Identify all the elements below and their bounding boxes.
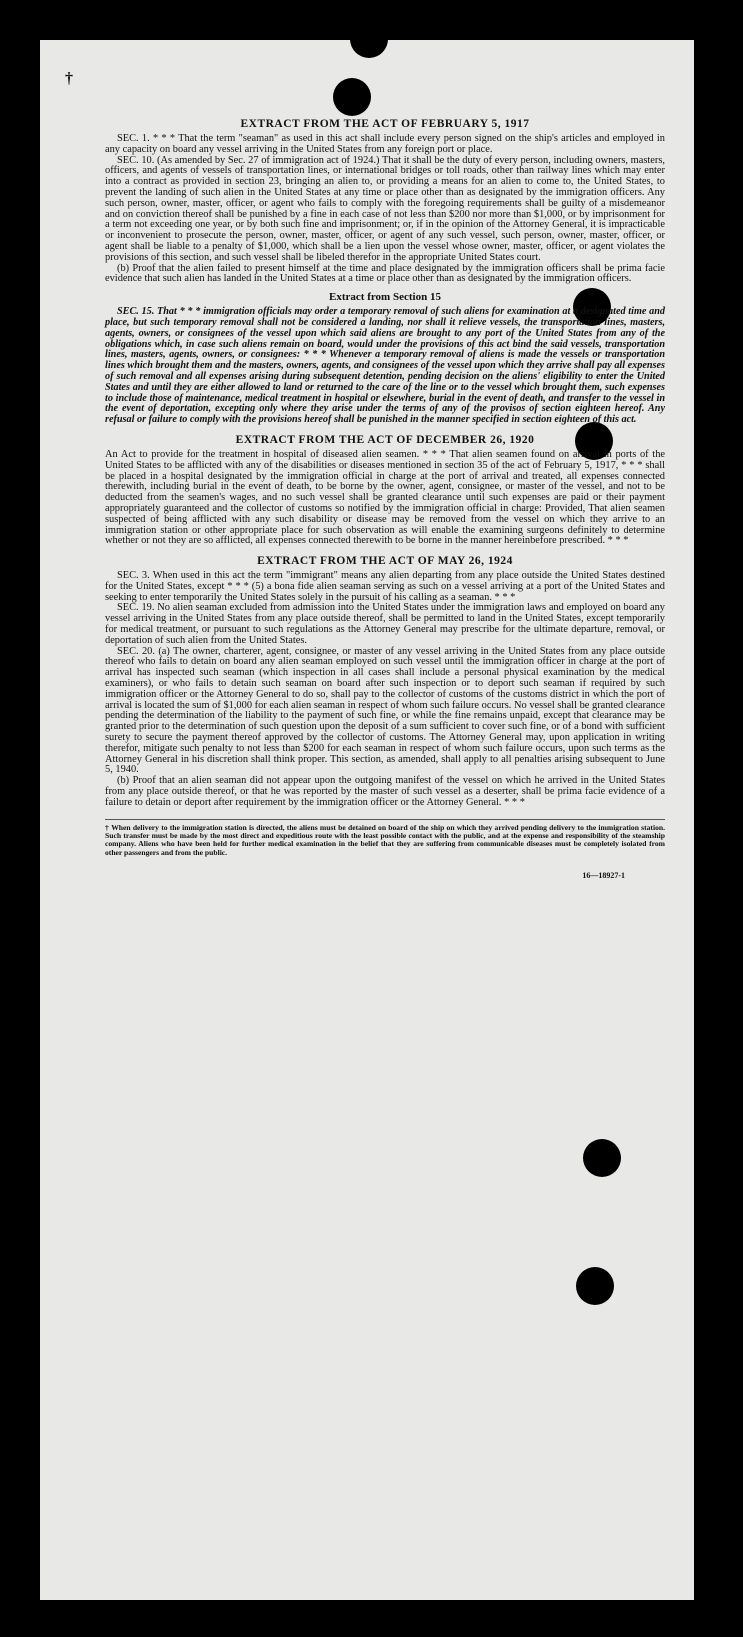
paragraph: (b) Proof that the alien failed to present himself at the time and place designated by the immigration officers shall be prima facie evidence that such alien has landed in the United States at a time or place other than as designated by the immigration officers. <box>105 262 665 285</box>
punch-hole <box>350 40 388 58</box>
margin-mark: † <box>65 70 73 87</box>
footnote: † When delivery to the immigration station is directed, the aliens must be detained on board of the ship on which they arrived pending delivery to the immigration station. Such transfer must be made by the most direct and expeditious route with the least possible contact with the public, and at the expense and responsibility of the steamship company. Aliens who have been held for further medical examination in the belief that they are suffering from communicable diseases must be completely isolated from other passengers and from the public. <box>105 819 665 858</box>
document-page <box>40 40 694 1600</box>
paragraph: An Act to provide for the treatment in hospital of diseased alien seamen. * * * That alien seamen found on arrival in ports of the United States to be afflicted with any of the disabilities or diseases mentioned in section 35 of the act of February 5, 1917, * * * shall be placed in a hospital designated by the immigration official in charge at the port of arrival and treated, all expenses connected therewith, including burial in the event of death, to be borne by the owner, agent, consignee, or master of the vessel, and not to be deducted from the seamen's wages, and no such vessel shall be granted clearance until such expenses are paid or their payment appropriately guaranteed and the collector of customs so notified by the immigration official in charge: Provided, That alien seamen suspected of being afflicted with any such disability or disease may be removed from the vessel on which they arrive to an immigration station or other appropriate place for such observation as will enable the examining surgeons definitely to determine whether or not they are so afflicted, all expenses connected therewith to be borne in the manner hereinbefore prescribed. * * * <box>105 448 665 547</box>
paragraph: (b) Proof that an alien seaman did not appear upon the outgoing manifest of the vessel on which he arrived in the United States from any place outside thereof, or that he was reported by the master of such vessel as a deserter, shall be prima facie evidence of a failure to detain or deport after requirement by the immigration officer or the Attorney General. * * * <box>105 775 665 808</box>
spacer <box>105 426 665 434</box>
paragraph: SEC. 10. (As amended by Sec. 27 of immigration act of 1924.) That it shall be the duty of every person, including owners, masters, officers, and agents of vessels of transportation lines, or international bridges or toll roads, other than railway lines which may enter into a contract as provided in section 23, bringing an alien to, or providing a means for an alien to come to, the United States, to prevent the landing of such alien in the United States at any time or place other than as designated by the immigration officers. Any such person, owner, master, officer, or agent who fails to comply with the foregoing requirements shall be guilty of a misdemeanor and on conviction thereof shall be punished by a fine in each case of not less than $200 nor more than $1,000, or by imprisonment for a term not exceeding one year, or by both such fine and imprisonment; or, if in the opinion of the Attorney General, it is impracticable or inconvenient to prosecute the person, owner, master, officer, or agent of any such vessel, such person, owner, master, officer, or agent shall be liable to a penalty of $1,000, which shall be a lien upon the vessel whose owner, master, officer, or agent violates the provisions of this section, and such vessel shall be libeled therefor in the appropriate United States court. <box>105 154 665 263</box>
paragraph: SEC. 1. * * * That the term "seaman" as used in this act shall include every person signed on the ship's articles and employed in any capacity on board any vessel arriving in the United States from any foreign port or place. <box>105 133 665 155</box>
paragraph: SEC. 19. No alien seaman excluded from admission into the United States under the immigration laws and employed on board any vessel arriving in the United States from any place outside thereof, shall be permitted to land in the United States, except temporarily for medical treatment, or pursuant to such regulations as the Attorney General may prescribe for the ultimate departure, removal, or deportation of such alien from the United States. <box>105 602 665 646</box>
punch-hole <box>583 1139 621 1177</box>
form-number: 16—18927-1 <box>582 871 625 881</box>
section-heading-1920: EXTRACT FROM THE ACT OF DECEMBER 26, 1920 <box>235 433 535 446</box>
paragraph: SEC. 20. (a) The owner, charterer, agent, consignee, or master of any vessel arriving in the United States from any place outside thereof who fails to detain on board any alien seaman employed on such vessel until the immigration officer in charge at the port of arrival has inspected such seaman (which inspection in all cases shall include a personal physical examination by the medical examiners), or who fails to detain such seaman on board after such inspection or to deport such seaman if required by such immigration officer or the Attorney General to do so, shall pay to the collector of customs of the customs district in which the port of arrival is located the sum of $1,000 for each alien seaman in respect of whom such failure occurs. No vessel shall be granted clearance pending the determination of the liability to the payment of such fine, or while the fine remains unpaid, except that clearance may be granted prior to the determination of such question upon the deposit of a sum sufficient to cover such fine, or of a bond with sufficient surety to secure the payment thereof approved by the collector of customs. The Attorney General may, upon application in writing therefor, mitigate such penalty to not less than $200 for each seaman in respect of whom such failure occurs, upon such terms as the Attorney General in his discretion shall think proper. This section, as amended, shall apply to all penalties arising subsequent to June 5, 1940. <box>105 645 665 776</box>
punch-hole <box>333 78 371 116</box>
paragraph: SEC. 3. When used in this act the term "immigrant" means any alien departing from any place outside the United States destined for the United States, except * * * (5) a bona fide alien seaman serving as such on a vessel arriving at a port of the United States and seeking to enter temporarily the United States solely in the pursuit of his calling as a seaman. * * * <box>105 570 665 603</box>
document-body <box>105 118 665 880</box>
section-heading-section-15: Extract from Section 15 <box>329 291 441 304</box>
spacer <box>105 547 665 555</box>
paragraph: SEC. 15. That * * * immigration officials may order a temporary removal of such aliens for examination at a designated time and place, but such temporary removal shall not be considered a landing, nor shall it relieve vessels, the transportation lines, masters, agents, owners, or consignees of the vessel upon which said aliens are brought to any port of the United States from any of the obligations which, in case such aliens remain on board, would under the provisions of this act bind the said vessels, transportation lines, masters, agents, owners, or consignees: * * * Whenever a temporary removal of aliens is made the vessels or transportation lines which brought them and the masters, owners, agents, and consignees of the vessel upon which they arrive shall pay all expenses of such removal and all expenses arising during subsequent detention, pending decision on the aliens' eligibility to enter the United States and until they are either allowed to land or returned to the care of the line or to the vessel which brought them, such expenses to include those of maintenance, medical treatment in hospital or elsewhere, burial in the event of death, and transfer to the vessel in the event of deportation, excepting only where they arise under the terms of any of the provisos of section eighteen hereof. Any refusal or failure to comply with the provisions hereof shall be punished in the manner specified in section eighteen of this act. <box>105 306 665 426</box>
punch-hole <box>576 1267 614 1305</box>
section-heading-1924: EXTRACT FROM THE ACT OF MAY 26, 1924 <box>257 555 513 568</box>
section-heading-1917: EXTRACT FROM THE ACT OF FEBRUARY 5, 1917 <box>240 118 530 130</box>
